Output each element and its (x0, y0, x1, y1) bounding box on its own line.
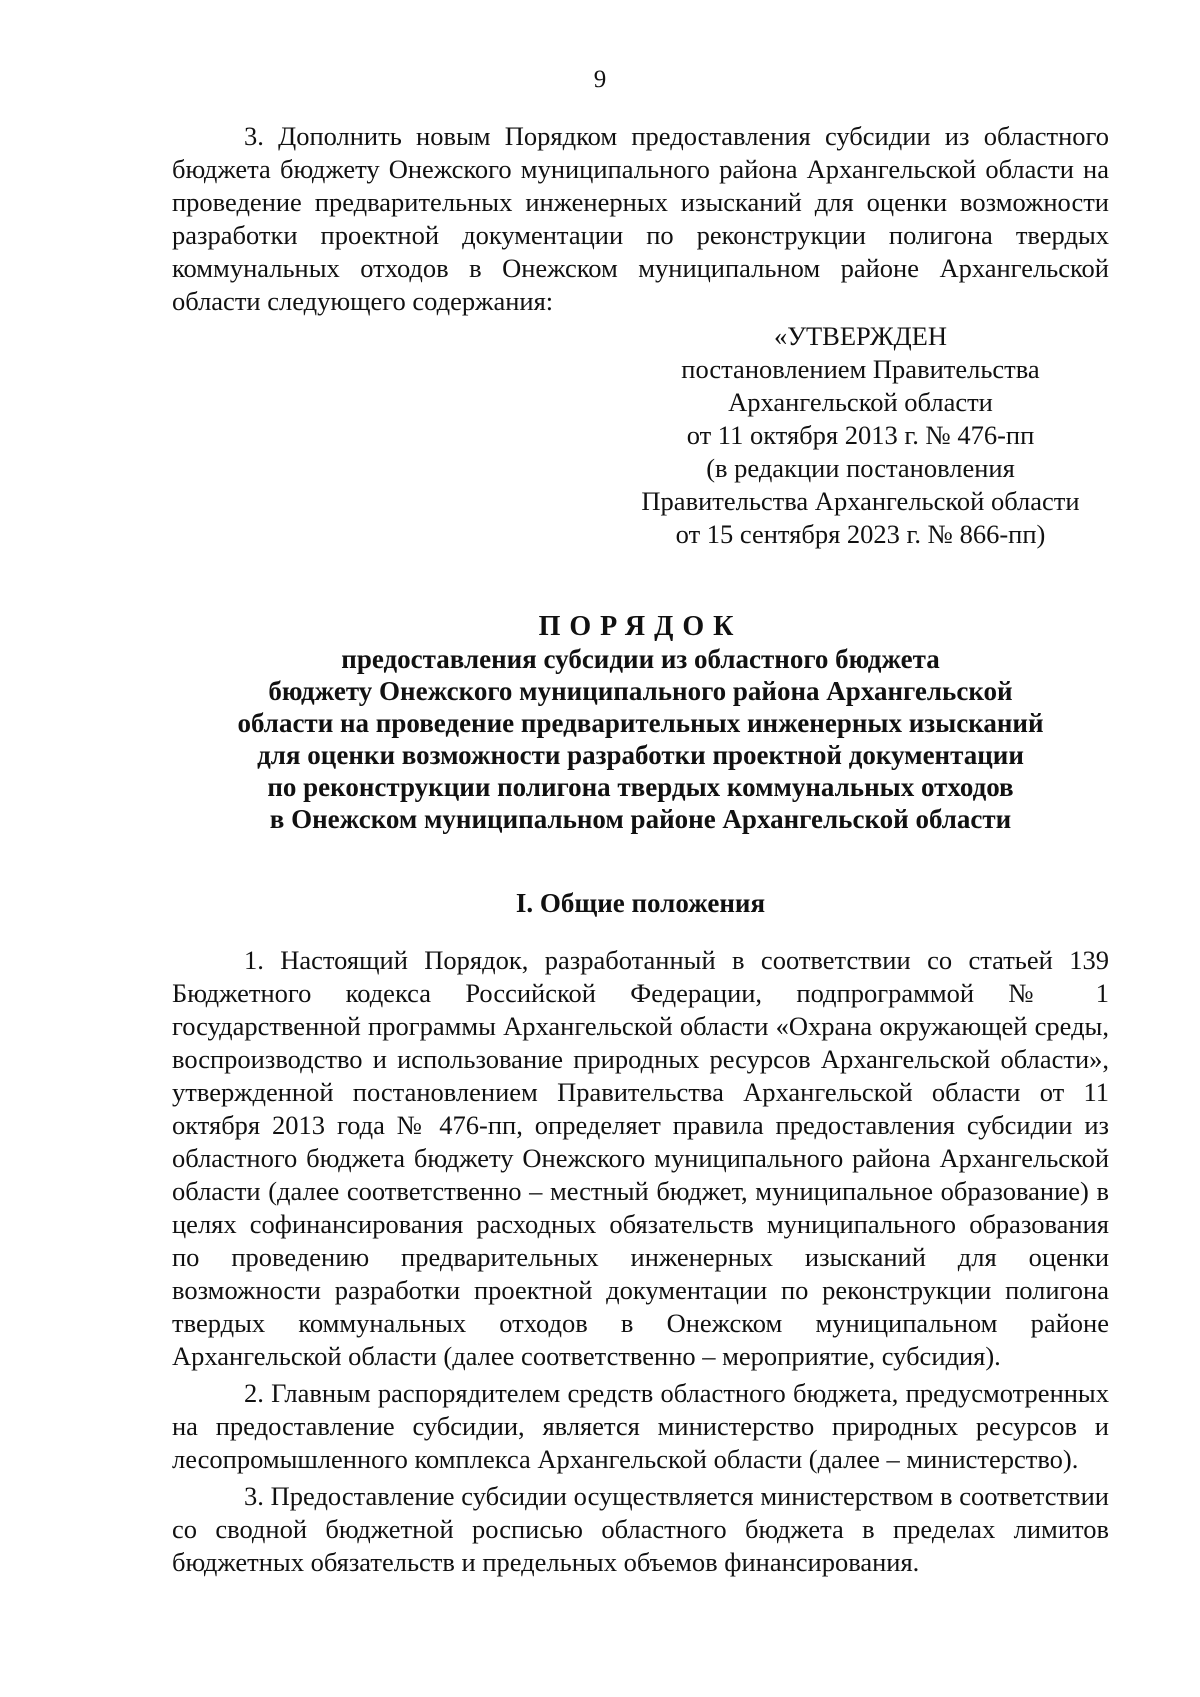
document-title-line: области на проведение предварительных инженерных изысканий (237, 708, 1044, 738)
intro-paragraph: 3. Дополнить новым Порядком предоставления субсидии из областного бюджета бюджету Онежского муниципального района Архангельской области на проведение предварительных инженерных изысканий для оценки возможности разработки проектной документации по реконструкции полигона твердых коммунальных отходов в Онежском муниципальном районе Архангельской области следующего содержания: (172, 121, 1109, 316)
approval-line: Архангельской области (728, 387, 993, 417)
document-title-line: бюджету Онежского муниципального района Архангельской (268, 676, 1013, 706)
section-paragraph: 1. Настоящий Порядок, разработанный в соответствии со статьей 139 Бюджетного кодекса Российской Федерации, подпрограммой № 1 государственной программы Архангельской области «Охрана окружающей среды, воспроизводство и использование природных ресурсов Архангельской области», утвержденной постановлением Правительства Архангельской области от 11 октября 2013 года № 476-пп, определяет правила предоставления субсидии из областного бюджета бюджету Онежского муниципального района Архангельской области (далее соответственно – местный бюджет, муниципальное образование) в целях софинансирования расходных обязательств муниципального образования по проведению предварительных инженерных изысканий для оценки возможности разработки проектной документации по реконструкции полигона твердых коммунальных отходов в Онежском муниципальном районе Архангельской области (далее соответственно – мероприятие, субсидия). (172, 945, 1109, 1371)
document-content (172, 120, 1109, 1583)
section-paragraph: 3. Предоставление субсидии осуществляется министерством в соответствии со сводной бюджетной росписью областного бюджета в пределах лимитов бюджетных обязательств и предельных объемов финансирования. (172, 1481, 1109, 1577)
document-title (172, 611, 1109, 835)
section-heading: I. Общие положения (515, 888, 766, 918)
approval-line: Правительства Архангельской области (641, 486, 1080, 516)
section-paragraph: 2. Главным распорядителем средств областного бюджета, предусмотренных на предоставление субсидии, является министерство природных ресурсов и лесопромышленного комплекса Архангельской области (далее – министерство). (172, 1378, 1109, 1474)
document-title-line: в Онежском муниципальном районе Архангельской области (269, 804, 1012, 834)
document-title-line: по реконструкции полигона твердых коммунальных отходов (267, 772, 1014, 802)
approval-line: постановлением Правительства (681, 354, 1040, 384)
approval-line: (в редакции постановления (706, 453, 1015, 483)
section-body (172, 944, 1109, 1579)
approval-line: от 15 сентября 2023 г. № 866-пп) (675, 519, 1046, 549)
document-title-line: предоставления субсидии из областного бюджета (341, 644, 940, 674)
approval-line: от 11 октября 2013 г. № 476-пп (686, 420, 1035, 450)
approval-block (172, 320, 1109, 551)
document-title-heading: ПОРЯДОК (538, 611, 743, 642)
approval-line: «УТВЕРЖДЕН (773, 321, 947, 351)
page-number: 9 (593, 66, 607, 93)
document-title-line: для оценки возможности разработки проектной документации (257, 740, 1024, 770)
